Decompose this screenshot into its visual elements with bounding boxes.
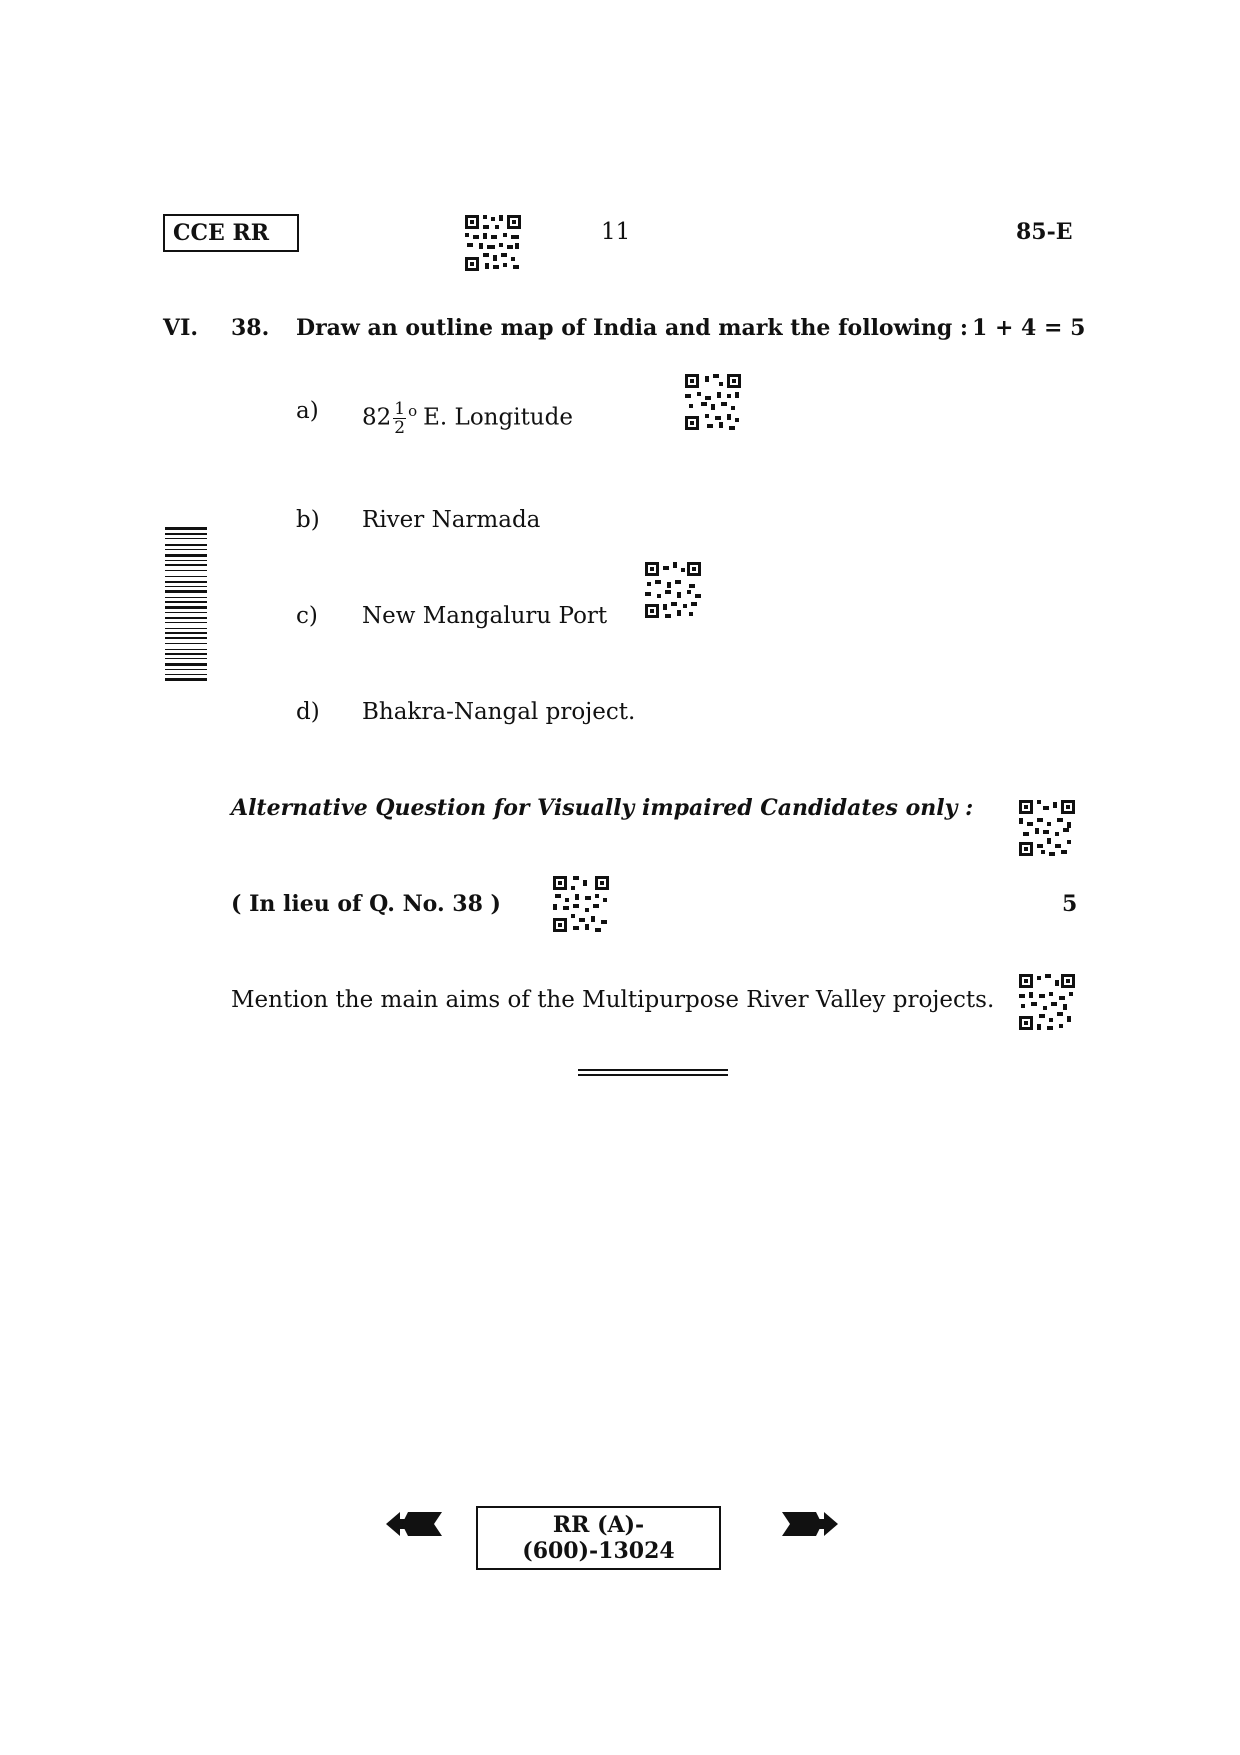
item-a-longitude — [362, 386, 573, 443]
item-text-c: New Mangaluru Port — [362, 603, 608, 629]
footer-code: RR (A)-(600)-13024 — [522, 1512, 675, 1564]
question-marks: 1 + 4 = 5 — [972, 315, 1086, 341]
item-label-c: c) — [296, 603, 318, 629]
arrow-left-icon — [386, 1509, 442, 1539]
item-text-b: River Narmada — [362, 507, 541, 533]
degree-sign: o — [408, 402, 418, 420]
arrow-right-icon — [782, 1509, 838, 1539]
barcode-icon — [165, 527, 207, 757]
qr-code-icon — [1017, 798, 1077, 858]
item-text-d: Bhakra-Nangal project. — [362, 699, 636, 725]
alternative-question-text: Mention the main aims of the Multipurpose River Valley projects. — [231, 987, 995, 1013]
item-label-a: a) — [296, 398, 319, 424]
section-number: VI. — [163, 315, 199, 341]
qr-code-icon — [463, 213, 523, 273]
qr-code-icon — [683, 372, 743, 432]
end-rule-bottom — [578, 1074, 728, 1076]
paper-code: 85-E — [1016, 219, 1073, 245]
end-rule-top — [578, 1069, 728, 1071]
in-lieu-note: ( In lieu of Q. No. 38 ) — [231, 891, 501, 917]
qr-code-icon — [643, 560, 703, 620]
question-number: 38. — [231, 315, 270, 341]
half-fraction — [393, 400, 406, 437]
item-label-d: d) — [296, 699, 320, 725]
question-prompt: Draw an outline map of India and mark the following : — [296, 315, 969, 341]
qr-code-icon — [551, 874, 611, 934]
series-code-box — [163, 214, 299, 252]
footer-code-box — [476, 1506, 721, 1570]
fraction-numerator: 1 — [394, 399, 406, 420]
alternative-marks: 5 — [1062, 891, 1078, 917]
alternative-heading: Alternative Question for Visually impaired Candidates only : — [231, 795, 974, 821]
item-text-a: E. Longitude — [423, 404, 573, 431]
qr-code-icon — [1017, 972, 1077, 1032]
page-number: 11 — [601, 219, 631, 245]
series-code: CCE RR — [173, 220, 270, 246]
fraction-denominator: 2 — [394, 418, 406, 439]
item-label-b: b) — [296, 507, 320, 533]
longitude-whole: 82 — [362, 404, 392, 431]
